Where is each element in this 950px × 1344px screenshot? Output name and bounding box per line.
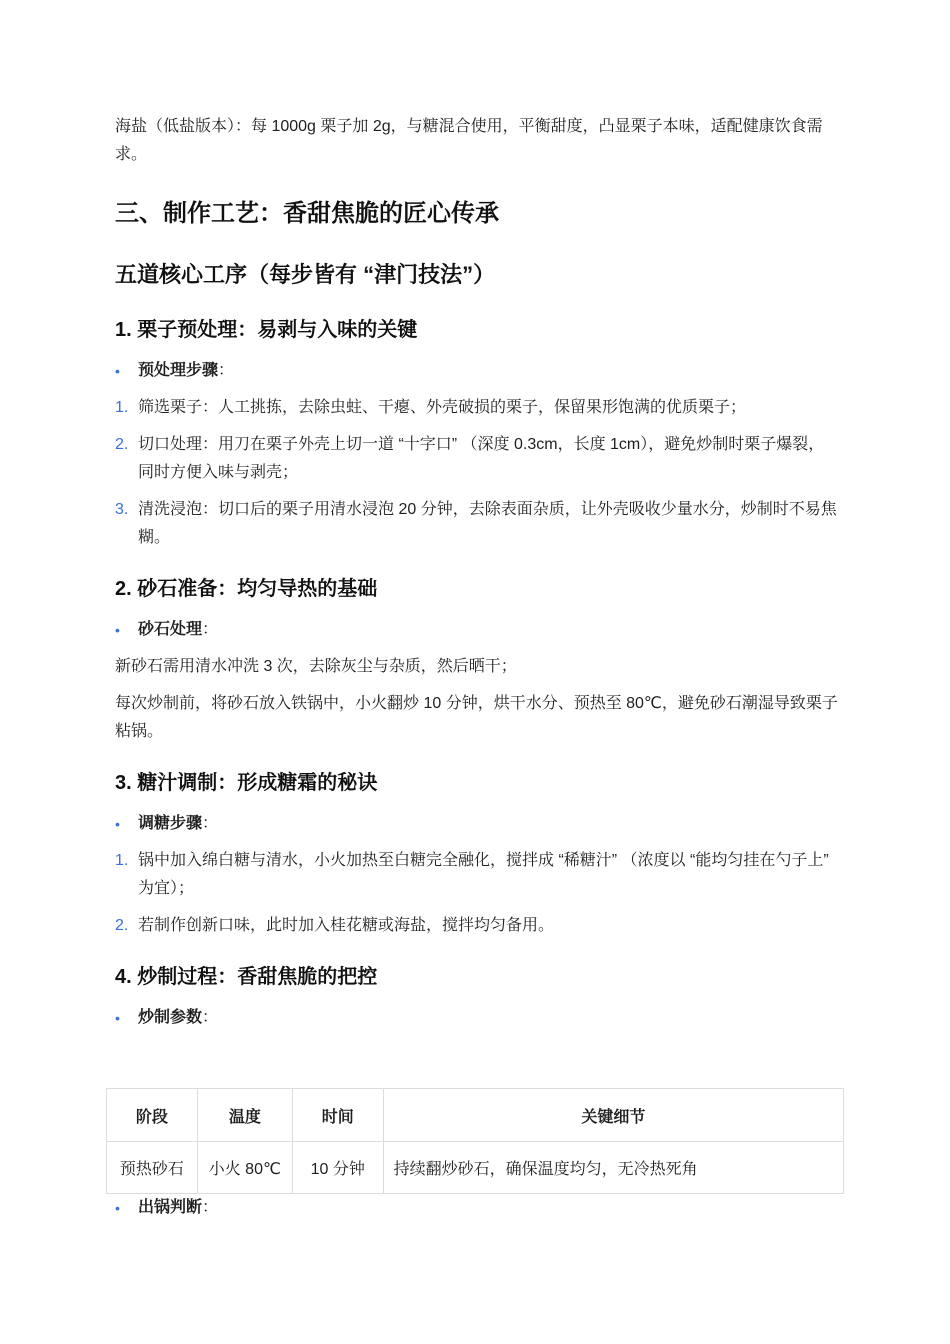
step-4-heading: 4. 炒制过程：香甜焦脆的把控 (115, 966, 378, 988)
list-item (115, 912, 840, 940)
step-2-paragraph: 每次炒制前，将砂石放入铁锅中，小火翻炒 10 分钟，烘干水分、预热至 80℃，避免砂石潮湿导致栗子粘锅。 (115, 695, 838, 740)
bullet-dot-icon: • (115, 363, 120, 379)
bullet-colon: ： (202, 1009, 219, 1026)
table-row (107, 1142, 844, 1194)
bullet-colon: ： (202, 621, 219, 638)
final-bullet (115, 1194, 863, 1222)
list-item (115, 847, 840, 903)
bullet-label: 出锅判断 (138, 1199, 203, 1216)
bullet-dot-icon: • (115, 1010, 120, 1026)
bullet-label: 炒制参数 (138, 1009, 203, 1026)
list-number: 3. (115, 501, 129, 518)
bullet-colon: ： (202, 1199, 219, 1216)
table-cell: 小火 80℃ (197, 1142, 292, 1194)
list-text: 若制作创新口味，此时加入桂花糖或海盐，搅拌均匀备用。 (138, 917, 555, 934)
table-header-cell: 关键细节 (383, 1089, 843, 1142)
list-number: 1. (115, 852, 129, 869)
table-cell: 10 分钟 (292, 1142, 383, 1194)
list-item (115, 431, 840, 487)
table-header-cell: 温度 (197, 1089, 292, 1142)
step-3-heading: 3. 糖汁调制：形成糖霜的秘诀 (115, 772, 378, 794)
step-2-heading: 2. 砂石准备：均匀导热的基础 (115, 578, 378, 600)
step-2-bullet (115, 616, 840, 644)
subsection-title: 五道核心工序（每步皆有 “津门技法”） (115, 262, 496, 287)
bullet-dot-icon: • (115, 622, 120, 638)
bullet-label: 砂石处理 (138, 621, 203, 638)
table-cell: 预热砂石 (107, 1142, 198, 1194)
section-title: 三、制作工艺：香甜焦脆的匠心传承 (115, 200, 499, 227)
bullet-colon: ： (202, 815, 219, 832)
list-item (115, 496, 840, 552)
list-number: 2. (115, 917, 129, 934)
step-2-paragraph: 新砂石需用清水冲洗 3 次，去除灰尘与杂质，然后晒干； (115, 658, 517, 675)
list-text: 清洗浸泡：切口后的栗子用清水浸泡 20 分钟，去除表面杂质，让外壳吸收少量水分，炒制时不易焦糊。 (138, 501, 837, 546)
step-1-heading: 1. 栗子预处理：易剥与入味的关键 (115, 319, 418, 341)
step-4-bullet (115, 1004, 840, 1032)
bullet-dot-icon: • (115, 1200, 120, 1216)
table-header-cell: 时间 (292, 1089, 383, 1142)
step-3-bullet (115, 810, 840, 838)
bullet-dot-icon: • (115, 816, 120, 832)
list-number: 1. (115, 399, 129, 416)
bullet-label: 调糖步骤 (138, 815, 203, 832)
table-cell: 持续翻炒砂石，确保温度均匀，无冷热死角 (383, 1142, 843, 1194)
list-number: 2. (115, 436, 129, 453)
bullet-label: 预处理步骤 (138, 362, 219, 379)
list-item (115, 394, 840, 422)
table-header-cell: 阶段 (107, 1089, 198, 1142)
bullet-colon: ： (218, 362, 235, 379)
step-1-bullet (115, 357, 840, 385)
table-header-row (107, 1089, 844, 1142)
list-text: 锅中加入绵白糖与清水，小火加热至白糖完全融化，搅拌成 “稀糖汁” （浓度以 “能均匀挂在勺子上” 为宜）； (138, 852, 829, 897)
list-text: 筛选栗子：人工挑拣，去除虫蛀、干瘪、外壳破损的栗子，保留果形饱满的优质栗子； (138, 399, 747, 416)
document-content (115, 113, 840, 1032)
list-text: 切口处理：用刀在栗子外壳上切一道 “十字口” （深度 0.3cm，长度 1cm），避免炒制时栗子爆裂，同时方便入味与剥壳； (138, 436, 825, 481)
intro-paragraph: 海盐（低盐版本）：每 1000g 栗子加 2g，与糖混合使用，平衡甜度，凸显栗子本味，适配健康饮食需求。 (115, 118, 823, 163)
parameter-table (106, 1088, 844, 1194)
